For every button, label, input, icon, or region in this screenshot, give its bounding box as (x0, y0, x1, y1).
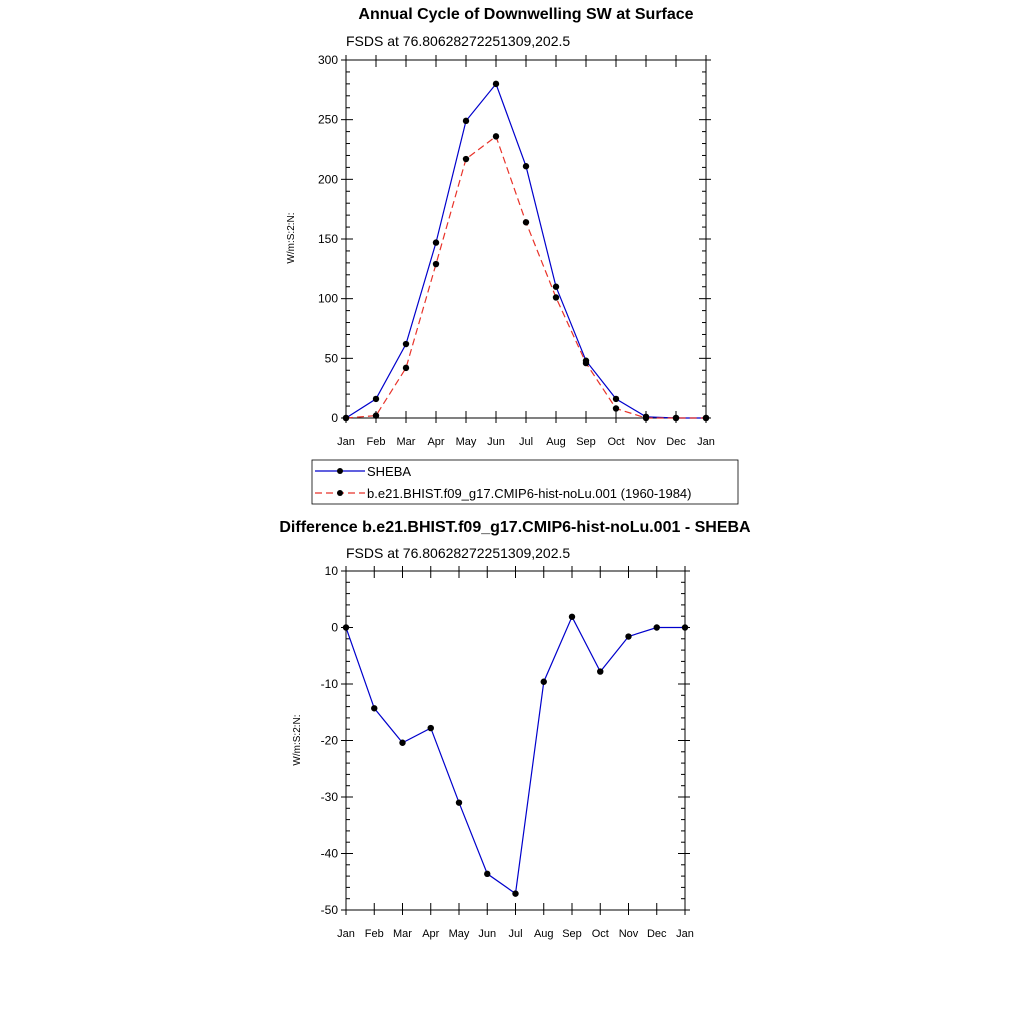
series-0-point (625, 633, 631, 639)
y-tick-label: 250 (317, 112, 338, 127)
x-tick-label: Nov (618, 928, 639, 940)
series-0-point (512, 890, 518, 896)
series-line-0 (346, 617, 685, 894)
series-0-point (371, 705, 377, 711)
plot-frame (346, 571, 685, 910)
series-0-point (403, 341, 409, 347)
x-tick-label: Jul (518, 436, 534, 448)
series-0-point (484, 871, 490, 877)
plot-axes (321, 564, 694, 940)
plot-frame (346, 60, 706, 418)
x-tick-label: May (448, 928, 470, 940)
series-0-point (456, 799, 462, 805)
plot-axes (318, 53, 715, 448)
x-tick-label: Feb (366, 436, 386, 448)
x-tick-label: Apr (422, 928, 440, 940)
annual-cycle-chart (286, 6, 715, 448)
x-tick-label: Jan (337, 436, 355, 448)
series-1-point (403, 365, 409, 371)
y-tick-label: 10 (324, 564, 338, 578)
y-tick-label: -30 (320, 790, 338, 804)
x-tick-label: Jun (487, 436, 505, 448)
x-tick-label: Apr (427, 436, 445, 448)
series-line-0 (346, 84, 706, 418)
series-0-point (373, 396, 379, 402)
y-tick-label: 100 (317, 291, 338, 306)
chart-title: Difference b.e21.BHIST.f09_g17.CMIP6-hist-noLu.001 - SHEBA (279, 519, 751, 536)
chart-subtitle: FSDS at 76.80628272251309,202.5 (346, 545, 571, 561)
series-1-point (643, 415, 649, 421)
x-tick-label: Sep (562, 928, 582, 940)
x-tick-label: Aug (533, 928, 554, 940)
series-0-point (493, 81, 499, 87)
x-tick-label: Dec (666, 436, 686, 448)
chart-title: Annual Cycle of Downwelling SW at Surface (358, 6, 694, 23)
x-tick-label: Sep (576, 436, 596, 448)
series-1-point (673, 415, 679, 421)
series-0-point (399, 740, 405, 746)
legend-marker-sheba (337, 468, 343, 474)
series-0-point (541, 679, 547, 685)
y-tick-label: 150 (317, 232, 338, 246)
x-tick-label: Aug (546, 436, 566, 448)
legend-label-model: b.e21.BHIST.f09_g17.CMIP6-hist-noLu.001 (1960-1984) (367, 486, 692, 501)
y-tick-label: 0 (331, 411, 338, 425)
y-tick-label: -20 (320, 733, 338, 748)
series-0-point (463, 118, 469, 124)
x-tick-label: May (455, 436, 477, 448)
legend-label-sheba: SHEBA (367, 464, 412, 479)
chart-subtitle: FSDS at 76.80628272251309,202.5 (346, 33, 571, 49)
series-1-point (493, 133, 499, 139)
y-tick-label: -40 (320, 846, 338, 861)
series-1-point (433, 261, 439, 267)
legend (312, 460, 738, 504)
legend-marker-model (337, 490, 343, 496)
x-tick-label: Jan (676, 928, 694, 940)
y-tick-label: -50 (320, 903, 338, 917)
series-1-point (523, 219, 529, 225)
x-tick-label: Oct (607, 436, 625, 448)
series-0-point (343, 624, 349, 630)
x-tick-label: Oct (591, 928, 609, 940)
series-0-point (654, 624, 660, 630)
y-axis-label: W/m:S:2:N: (286, 212, 297, 264)
series-0-point (569, 614, 575, 620)
series-1-point (373, 412, 379, 418)
series-0-point (613, 396, 619, 402)
y-tick-label: 0 (331, 620, 338, 635)
x-tick-label: Dec (646, 928, 667, 940)
series-0-point (553, 284, 559, 290)
x-tick-label: Jan (337, 928, 355, 940)
x-tick-label: Jun (478, 928, 497, 940)
series-1-point (463, 156, 469, 162)
x-tick-label: Nov (636, 436, 656, 448)
plot-marks (343, 614, 688, 897)
series-0-point (597, 668, 603, 674)
plot-marks (343, 81, 709, 422)
x-tick-label: Mar (393, 928, 412, 940)
y-tick-label: 300 (317, 53, 338, 67)
series-1-point (613, 405, 619, 411)
difference-chart (279, 519, 751, 940)
series-0-point (523, 163, 529, 169)
series-1-point (583, 360, 589, 366)
x-tick-label: Mar (396, 436, 416, 448)
x-tick-label: Feb (364, 928, 384, 940)
series-0-point (428, 725, 434, 731)
x-tick-label: Jul (508, 928, 523, 940)
series-1-point (703, 415, 709, 421)
series-0-point (682, 624, 688, 630)
x-tick-label: Jan (697, 436, 715, 448)
y-axis-label: W/m:S:2:N: (292, 714, 303, 766)
series-1-point (343, 415, 349, 421)
series-line-1 (346, 136, 706, 418)
y-tick-label: 50 (324, 351, 338, 366)
series-1-point (553, 294, 559, 300)
y-tick-label: 200 (317, 172, 338, 187)
y-tick-label: -10 (320, 677, 338, 691)
series-0-point (433, 239, 439, 245)
